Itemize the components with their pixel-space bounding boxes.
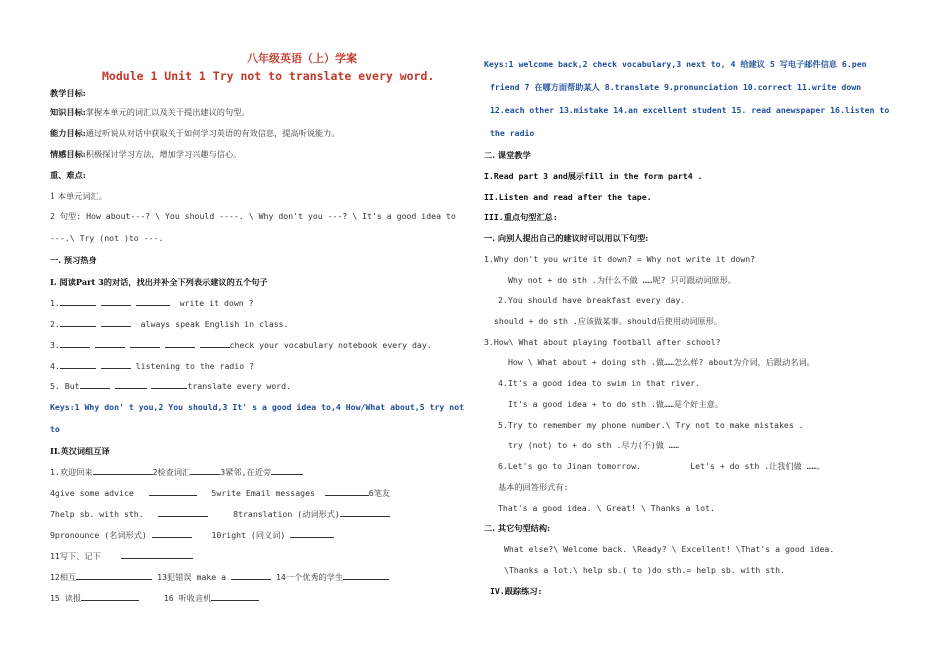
goals-heading: 教学目标: — [50, 88, 86, 98]
pattern-2-note: should + do sth .应该做某事。should后使用动词原形。 — [494, 316, 722, 326]
vocab-row-2: 4give some advice 5write Email messages 6笔友 — [50, 488, 391, 498]
keys-part2-line1: Keys:1 welcome back,2 check vocabulary,3 next to, 4 给建议 5 写电子邮件信息 6.pen — [484, 59, 867, 69]
vocab-row-3: 7help sb. with sth. 8translation (动词形式) — [50, 507, 390, 520]
task-2-heading: II.英汉词组互译 — [50, 446, 110, 456]
class-step-3: III.重点句型汇总: — [484, 212, 558, 222]
other-patterns-1: What else?\ Welcome back. \Ready? \ Excellent! \That's a good idea. — [504, 544, 835, 554]
pattern-1-note: Why not + do sth .为什么不做 ……呢? 只可跟动词原形。 — [508, 275, 736, 285]
pattern-4: 4.It's a good idea to swim in that river. — [498, 378, 701, 388]
sentence-1: 1. write it down ? — [50, 298, 254, 308]
keypoint-2-cont: ---.\ Try (not )to ---. — [50, 233, 164, 243]
suggestion-heading: 一. 向别人提出自己的建议时可以用以下句型: — [484, 233, 649, 243]
section-preview: 一. 预习热身 — [50, 255, 97, 265]
keypoint-1: 1 本单元词汇。 — [50, 191, 107, 201]
reply-forms: That's a good idea. \ Great! \ Thanks a lot. — [498, 503, 715, 513]
vocab-row-1: 1.欢迎回来 2检查词汇 3紧邻,在近旁 — [50, 465, 303, 478]
vocab-row-7: 15 读报 16 听收音机 — [50, 591, 259, 604]
vocab-row-6: 12相互 13犯错误 make a 14一个优秀的学生 — [50, 570, 389, 583]
keys-part2-line3: 12.each other 13.mistake 14.an excellent student 15. read anewspaper 16.listen to — [490, 105, 890, 115]
task-1-heading: I. 阅读Part 3的对话，找出并补全下列表示建议的五个句子 — [50, 277, 268, 287]
section-classroom: 二. 课堂教学 — [484, 150, 531, 160]
pattern-2: 2.You should have breakfast every day. — [498, 295, 686, 305]
class-step-1: I.Read part 3 and展示fill in the form part4 . — [484, 171, 703, 181]
pattern-1: 1.Why don't you write it down? = Why not write it down? — [484, 254, 756, 264]
practice-heading: IV.跟踪练习: — [490, 586, 543, 596]
vocab-row-4: 9pronounce (名词形式) 10right (同义词) — [50, 528, 334, 541]
keypoints-heading: 重、难点: — [50, 170, 86, 180]
vocab-row-5: 11写下、记下 — [50, 549, 193, 562]
keys-part1-cont: to — [50, 424, 60, 434]
sentence-2: 2. always speak English in class. — [50, 319, 289, 329]
doc-subtitle: Module 1 Unit 1 Try not to translate every word. — [102, 69, 435, 83]
keys-part2-line2: friend 7 在哪方面帮助某人 8.translate 9.pronunciation 10.correct 11.write down — [490, 82, 862, 92]
pattern-5: 5.Try to remember my phone number.\ Try not to make mistakes . — [498, 420, 804, 430]
emotion-goal: 情感目标:积极探讨学习方法，增加学习兴趣与信心。 — [50, 149, 242, 159]
doc-title: 八年级英语（上）学案 — [247, 52, 357, 65]
sentence-4: 4. listening to the radio ? — [50, 361, 255, 371]
keys-part2-line4: the radio — [490, 128, 535, 138]
reply-heading: 基本的回答形式有: — [498, 482, 569, 492]
class-step-2: II.Listen and read after the tape. — [484, 192, 652, 202]
ability-goal: 能力目标:通过听说从对话中获取关于如何学习英语的有效信息，提高听说能力。 — [50, 128, 340, 138]
pattern-4-note: It's a good idea + to do sth .做……是个好主意。 — [508, 399, 724, 409]
pattern-5-note: try (not) to + do sth .尽力(不)做 …… — [508, 440, 679, 450]
keypoint-2: 2 句型: How about---? \ You should ----. \ Why don't you ---? \ It's a good idea to — [50, 211, 456, 221]
other-patterns-heading: 二. 其它句型结构: — [484, 523, 551, 533]
knowledge-goal: 知识目标:掌握本单元的词汇以及关于提出建议的句型。 — [50, 107, 250, 117]
other-patterns-2: \Thanks a lot.\ help sb.( to )do sth.= help sb. with sth. — [504, 565, 785, 575]
pattern-3-note: How \ What about + doing sth .做……怎么样? about为介词，后跟动名词。 — [508, 357, 815, 367]
pattern-3: 3.How\ What about playing football after school? — [484, 337, 721, 347]
pattern-6: 6.Let's go to Jinan tomorrow. Let's + do sth .让我们做 ……。 — [498, 461, 825, 471]
keys-part1: Keys:1 Why don' t you,2 You should,3 It' s a good idea to,4 How/What about,5 try not — [50, 402, 465, 412]
sentence-5: 5. But translate every word. — [50, 381, 291, 391]
sentence-3: 3. check your vocabulary notebook every day. — [50, 340, 432, 350]
